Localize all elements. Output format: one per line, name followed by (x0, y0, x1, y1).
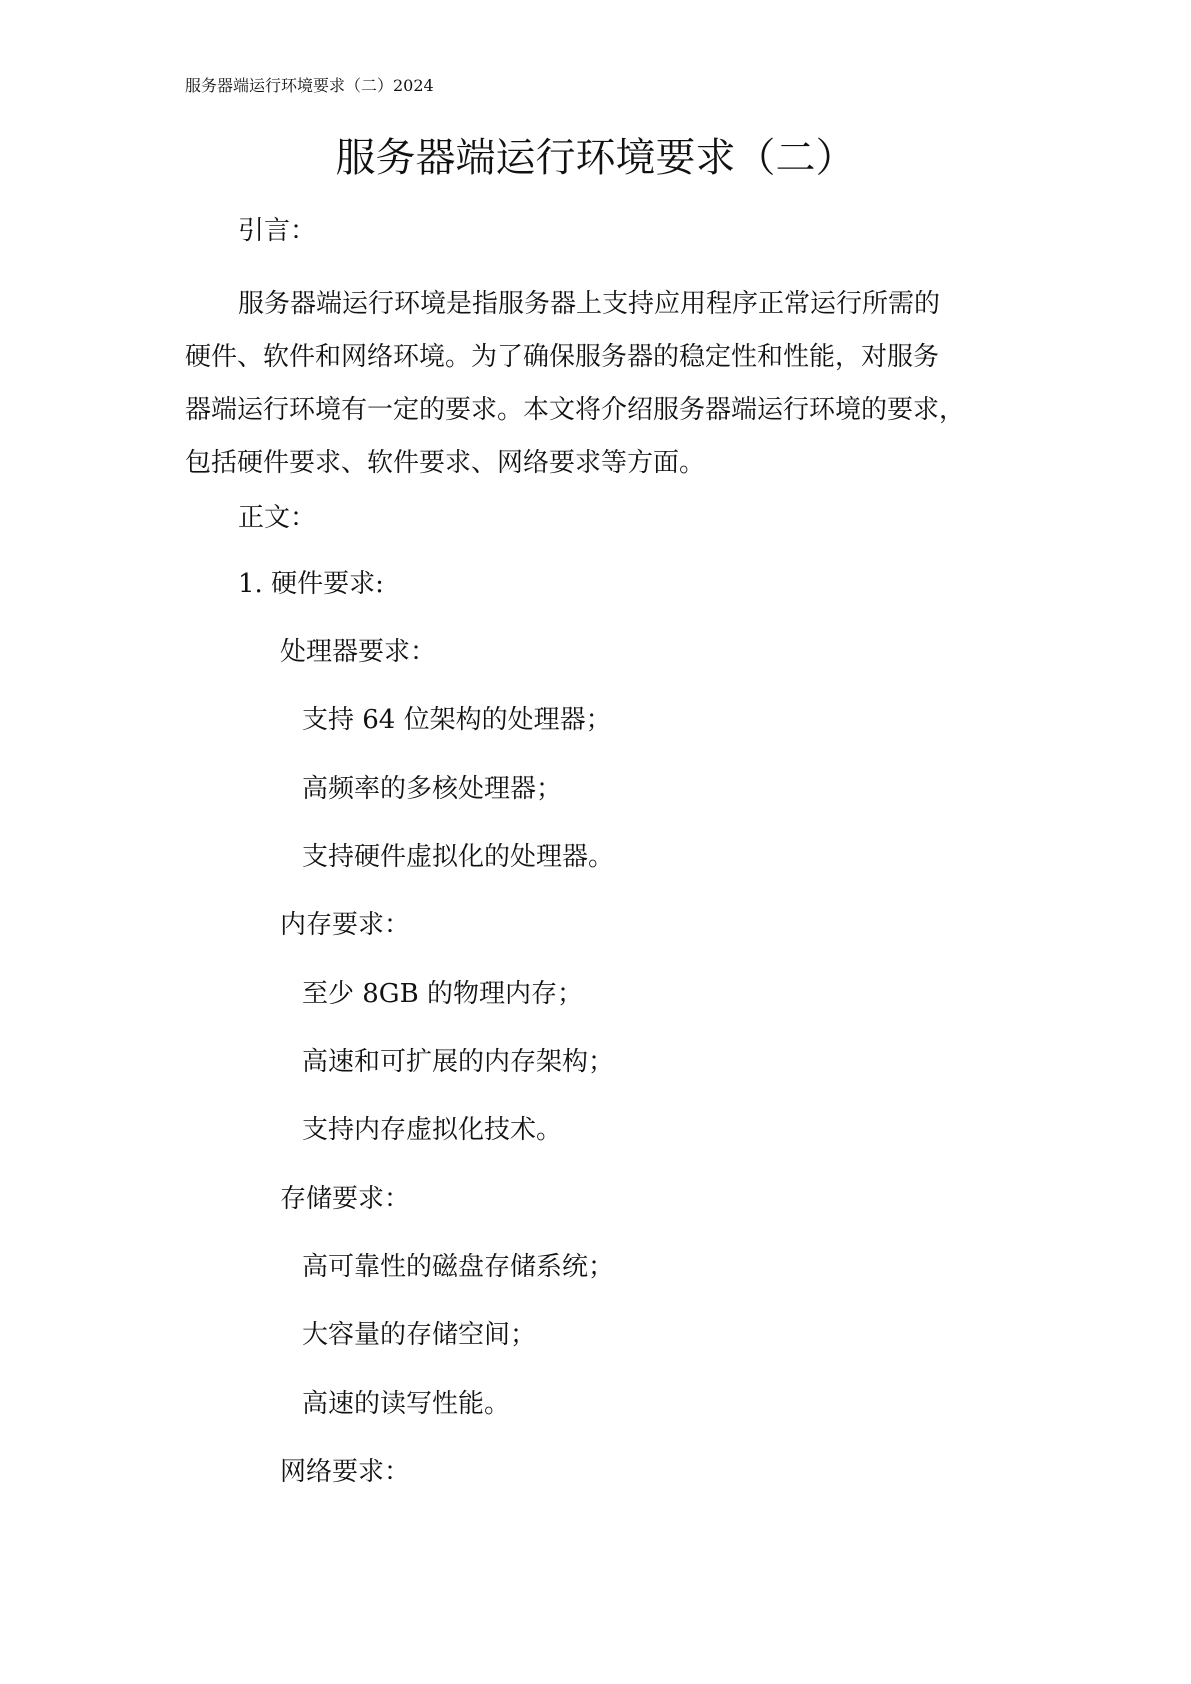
list-item: 高速的读写性能。 (302, 1389, 511, 1419)
list-item: 高可靠性的磁盘存储系统； (302, 1252, 615, 1282)
section-heading-hardware: 1. 硬件要求: (238, 569, 384, 599)
subsection-heading-memory: 内存要求： (280, 910, 411, 940)
intro-line: 包括硬件要求、软件要求、网络要求等方面。 (185, 448, 706, 478)
list-item: 支持硬件虚拟化的处理器。 (302, 842, 615, 872)
intro-label: 引言： (238, 216, 317, 246)
document-title: 服务器端运行环境要求（二） (335, 135, 856, 181)
body-label: 正文： (238, 503, 317, 533)
list-item: 至少 8GB 的物理内存； (302, 979, 583, 1009)
list-item: 支持 64 位架构的处理器； (302, 705, 612, 735)
list-item: 高速和可扩展的内存架构； (302, 1047, 615, 1077)
intro-line: 服务器端运行环境是指服务器上支持应用程序正常运行所需的 (238, 289, 941, 319)
intro-line: 硬件、软件和网络环境。为了确保服务器的稳定性和性能，对服务 (185, 342, 940, 372)
list-item: 高频率的多核处理器； (302, 774, 563, 804)
intro-line: 器端运行环境有一定的要求。本文将介绍服务器端运行环境的要求， (185, 395, 966, 425)
list-item: 大容量的存储空间； (302, 1320, 537, 1350)
subsection-heading-network: 网络要求： (280, 1457, 411, 1487)
subsection-heading-storage: 存储要求： (280, 1184, 411, 1214)
running-header: 服务器端运行环境要求（二）2024 (185, 76, 434, 95)
list-item: 支持内存虚拟化技术。 (302, 1115, 563, 1145)
intro-paragraph (185, 278, 1035, 490)
subsection-heading-cpu: 处理器要求： (280, 637, 437, 667)
